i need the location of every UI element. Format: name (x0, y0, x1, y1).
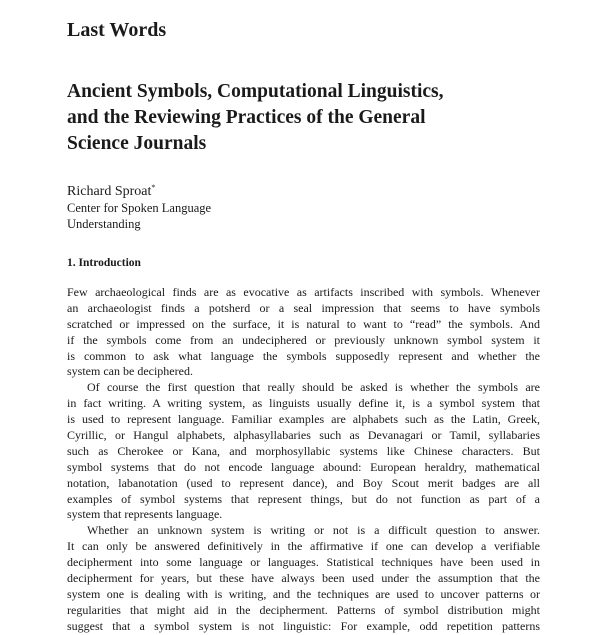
body-line: if the symbols come from an undeciphered or previously unknown symbol system it (67, 332, 540, 347)
body-line: examples of symbol systems that represent things, but do not function as part of a (67, 491, 540, 506)
body-line: decipherment for years, but these have always been used under the assumption that the (67, 571, 540, 586)
body-line: such as Cherokee or Kana, and morphosyllabic systems like Chinese characters. But (67, 443, 540, 458)
body-line: is common to ask what language the symbols supposedly represent and whether the (67, 348, 540, 363)
author-affiliation: Understanding (67, 217, 141, 231)
body-line: It can only be answered definitively in the affirmative if one can develop a verifiable (67, 539, 540, 554)
body-line: notation, labanotation (used to represent dance), and Boy Scout merit badges are all (67, 475, 540, 490)
title-line: Science Journals (67, 133, 207, 154)
body-line: suggest that a symbol system is not linguistic: For example, odd repetition patterns (67, 618, 540, 633)
title-line: Ancient Symbols, Computational Linguistics, (67, 81, 444, 102)
author-block (67, 180, 211, 232)
body-line: system that represents language. (67, 507, 223, 522)
author-footnote-marker: * (151, 183, 156, 192)
body-line: Of course the first question that really should be asked is whether the symbols are (87, 380, 540, 395)
body-line: scratched or impressed on the surface, it is natural to want to “read” the symbols. And (67, 316, 540, 331)
body-line: symbol systems that do not encode language abound: European heraldry, mathematical (67, 459, 540, 474)
section-heading: 1. Introduction (67, 257, 141, 269)
body-line: is used to represent language. Familiar examples are alphabets such as the Latin, Greek, (67, 412, 540, 427)
body-line: Few archaeological finds are as evocative as artifacts inscribed with symbols. Whenever (67, 285, 540, 299)
body-text (67, 285, 540, 635)
author-affiliation: Center for Spoken Language (67, 201, 212, 215)
body-line: decipherment into some language or languages. Statistical techniques have been used in (67, 555, 540, 570)
body-line: system one is dealing with is writing, and the techniques are used to uncover patterns or (67, 586, 540, 601)
body-line: regularities that might aid in the decipherment. Patterns of symbol distribution might (67, 602, 540, 617)
body-line: Whether an unknown system is writing or not is a difficult question to answer. (87, 523, 540, 538)
body-line: system can be deciphered. (67, 364, 193, 379)
body-line: an archaeologist finds a potsherd or a seal impression that seems to have symbols (67, 300, 540, 315)
author-name: Richard Sproat* (67, 183, 156, 199)
body-line: Cyrillic, or Hangul alphabets, alphasyllabaries such as Devanagari or Tamil, syllabaries (67, 428, 540, 443)
title-line: and the Reviewing Practices of the General (67, 107, 426, 128)
body-line: in fact writing. A writing system, as linguists usually define it, is a symbol system that (67, 396, 540, 411)
article-title (67, 79, 537, 157)
section-label: Last Words (67, 19, 167, 41)
